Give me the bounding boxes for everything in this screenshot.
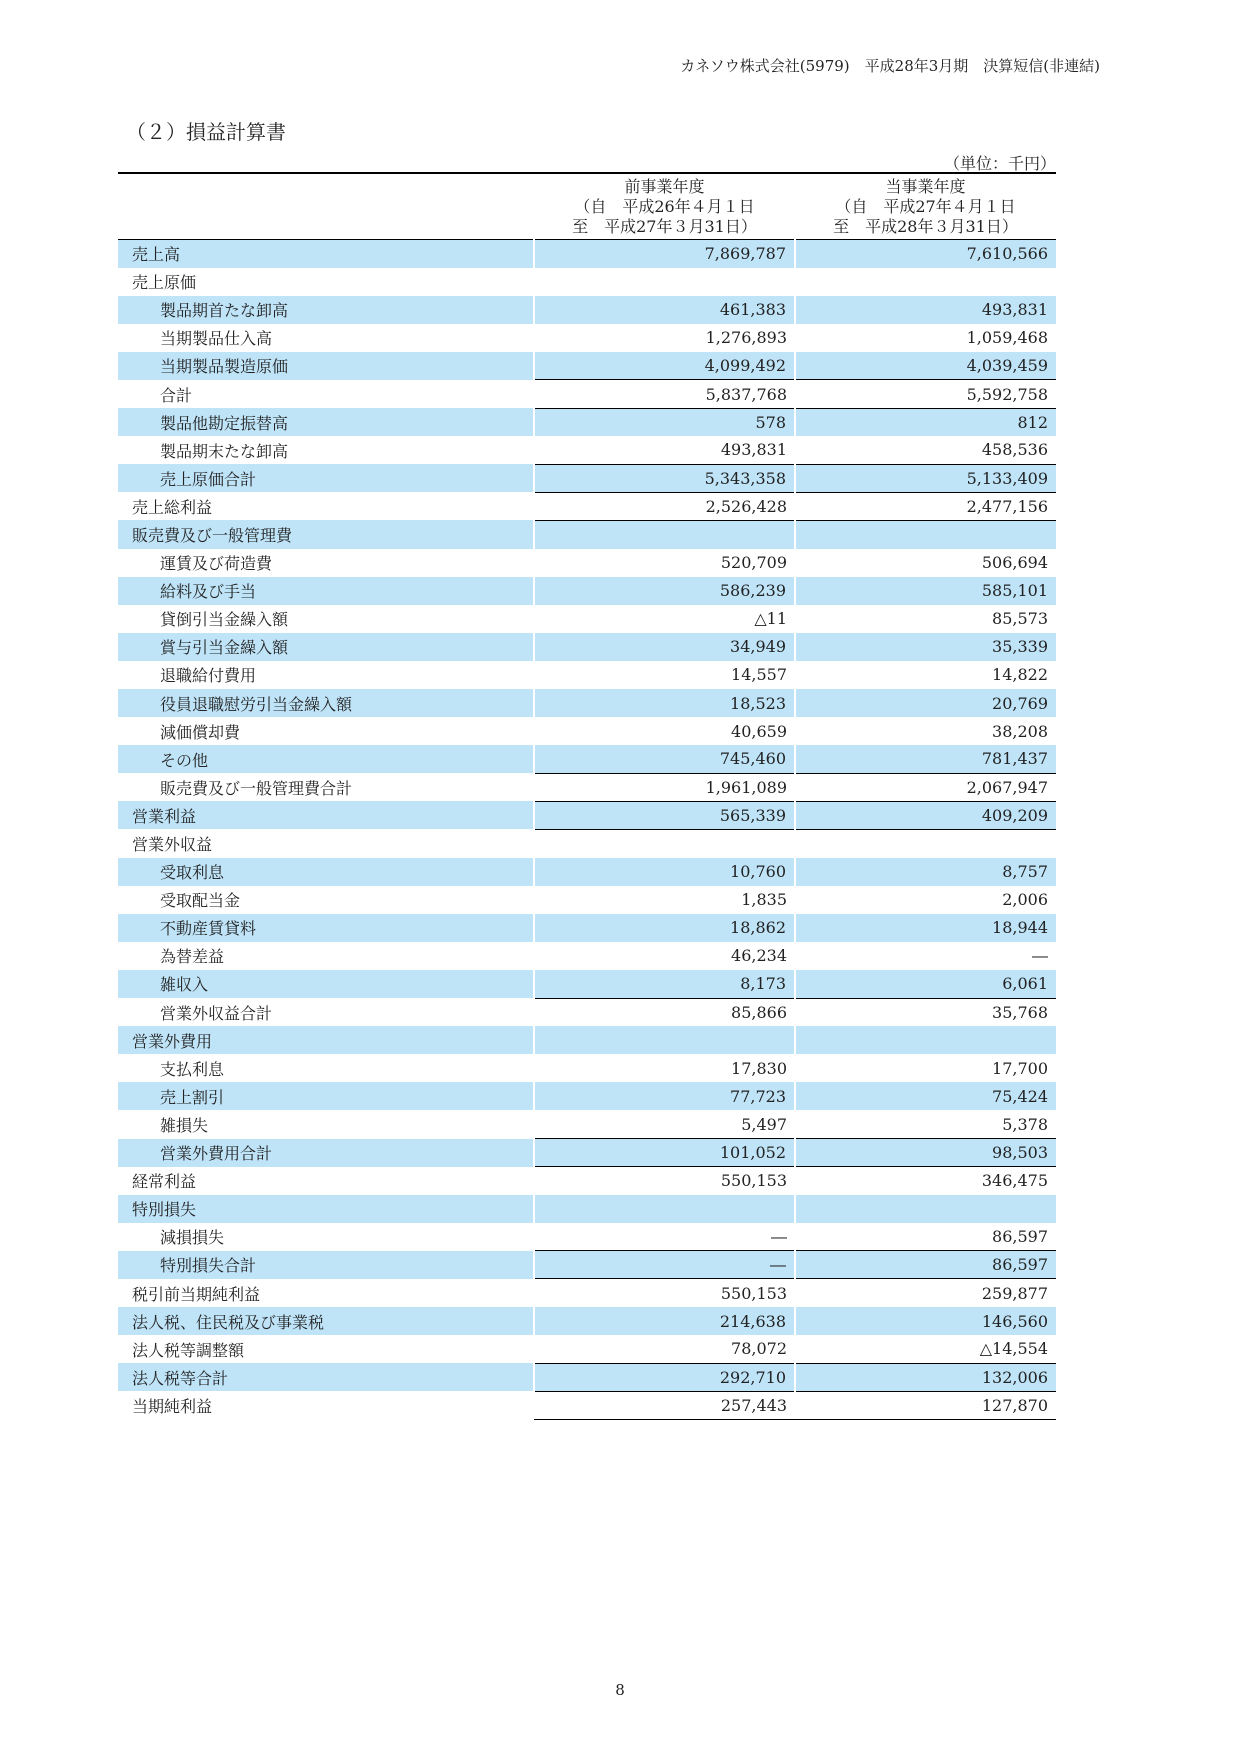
previous-year-value: ― xyxy=(534,1223,795,1251)
row-label: 製品期首たな卸高 xyxy=(118,296,534,324)
table-row xyxy=(118,240,1056,268)
current-year-value: 85,573 xyxy=(992,609,1048,629)
current-year-value: 127,870 xyxy=(795,1391,1056,1419)
table-row xyxy=(118,324,1056,352)
previous-year-value xyxy=(534,520,795,548)
row-label: 売上総利益 xyxy=(132,497,213,517)
current-year-value: 86,597 xyxy=(795,1223,1056,1251)
row-label: 売上高 xyxy=(118,240,534,268)
current-year-value xyxy=(795,1026,1056,1054)
previous-year-value: 18,862 xyxy=(534,914,795,942)
previous-year-value: 40,659 xyxy=(731,721,787,741)
row-label: 支払利息 xyxy=(160,1059,225,1079)
previous-year-value: 586,239 xyxy=(534,577,795,605)
previous-year-header xyxy=(534,173,795,240)
current-year-value xyxy=(795,268,1056,296)
row-label: 営業利益 xyxy=(118,801,534,829)
table-row xyxy=(118,380,1056,408)
current-year-value: 86,597 xyxy=(795,1251,1056,1279)
current-year-value: 132,006 xyxy=(795,1363,1056,1391)
row-label: 販売費及び一般管理費合計 xyxy=(160,778,353,798)
previous-year-value xyxy=(534,1195,795,1223)
current-year-value: 346,475 xyxy=(981,1171,1048,1191)
previous-year-value: 46,234 xyxy=(731,946,787,966)
row-label: 税引前当期純利益 xyxy=(132,1284,261,1304)
previous-year-value: 78,072 xyxy=(534,1335,795,1363)
row-label: 売上割引 xyxy=(118,1082,534,1110)
previous-year-value: 493,831 xyxy=(720,440,787,460)
table-row xyxy=(118,1082,1056,1110)
previous-year-value: 34,949 xyxy=(534,633,795,661)
row-label: 販売費及び一般管理費 xyxy=(118,520,534,548)
row-label: 減損損失 xyxy=(160,1228,225,1248)
current-year-title: 当事業年度 xyxy=(885,177,966,196)
current-year-value: 1,059,468 xyxy=(966,328,1048,348)
table-row xyxy=(118,1307,1056,1335)
current-year-value: 35,768 xyxy=(992,1002,1048,1022)
table-row xyxy=(118,1110,1056,1138)
table-row xyxy=(118,1279,1056,1307)
current-year-value: 458,536 xyxy=(981,440,1048,460)
row-label: 雑収入 xyxy=(118,970,534,998)
previous-year-value: 17,830 xyxy=(731,1058,787,1078)
table-row xyxy=(118,1167,1056,1195)
previous-year-value: 18,523 xyxy=(534,689,795,717)
row-label: 経常利益 xyxy=(132,1172,197,1192)
row-label: 営業外収益合計 xyxy=(160,1003,273,1023)
table-row xyxy=(118,942,1056,970)
current-year-value xyxy=(795,520,1056,548)
table-row xyxy=(118,886,1056,914)
row-label: 当期純利益 xyxy=(132,1396,213,1416)
current-year-header xyxy=(795,173,1056,240)
previous-year-value xyxy=(534,1026,795,1054)
current-year-value: 146,560 xyxy=(795,1307,1056,1335)
current-year-value: 17,700 xyxy=(992,1058,1048,1078)
current-year-value: 8,757 xyxy=(795,858,1056,886)
table-row xyxy=(118,464,1056,492)
previous-year-value: 5,343,358 xyxy=(534,464,795,492)
previous-year-value: 550,153 xyxy=(720,1283,787,1303)
row-label: 特別損失合計 xyxy=(118,1251,534,1279)
table-row xyxy=(118,1139,1056,1167)
row-label: 雑損失 xyxy=(160,1115,209,1135)
table-row xyxy=(118,268,1056,296)
previous-year-value: 1,276,893 xyxy=(705,328,787,348)
current-year-value: 781,437 xyxy=(795,745,1056,773)
row-label: 不動産賃貸料 xyxy=(118,914,534,942)
row-label: 賞与引当金繰入額 xyxy=(118,633,534,661)
row-label: 営業外収益 xyxy=(132,835,213,855)
current-year-value: 493,831 xyxy=(795,296,1056,324)
table-row xyxy=(118,1251,1056,1279)
table-row xyxy=(118,1363,1056,1391)
section-title: （２）損益計算書 xyxy=(126,120,286,144)
unit-label: （単位：千円） xyxy=(943,154,1056,173)
current-year-value: △14,554 xyxy=(795,1335,1056,1363)
previous-year-value: 10,760 xyxy=(534,858,795,886)
previous-year-value: 14,557 xyxy=(731,665,787,685)
current-year-value: 5,592,758 xyxy=(795,380,1056,408)
current-year-value: 5,378 xyxy=(795,1110,1056,1138)
table-row xyxy=(118,745,1056,773)
row-label: 受取利息 xyxy=(118,858,534,886)
previous-year-value: 8,173 xyxy=(534,970,795,998)
current-year-value xyxy=(795,1195,1056,1223)
income-statement-table xyxy=(118,172,1056,1420)
current-year-value: 38,208 xyxy=(992,721,1048,741)
row-label: 退職給付費用 xyxy=(160,666,257,686)
table-row xyxy=(118,1195,1056,1223)
row-label: 製品期末たな卸高 xyxy=(160,441,289,461)
previous-year-value: 7,869,787 xyxy=(534,240,795,268)
current-year-value: 259,877 xyxy=(981,1283,1048,1303)
previous-year-value: 4,099,492 xyxy=(534,352,795,380)
previous-year-value: 745,460 xyxy=(534,745,795,773)
table-row xyxy=(118,577,1056,605)
table-row xyxy=(118,661,1056,689)
previous-year-value: 520,709 xyxy=(720,553,787,573)
previous-year-value: 2,526,428 xyxy=(534,492,795,520)
previous-year-value: 5,497 xyxy=(534,1110,795,1138)
row-label: 製品他勘定振替高 xyxy=(118,408,534,436)
page-number: 8 xyxy=(615,1681,625,1699)
table-row xyxy=(118,436,1056,464)
current-year-value: 2,477,156 xyxy=(795,492,1056,520)
table-row xyxy=(118,549,1056,577)
row-label: 売上原価合計 xyxy=(118,464,534,492)
current-year-value: 98,503 xyxy=(795,1139,1056,1167)
current-year-value: 75,424 xyxy=(795,1082,1056,1110)
table-row xyxy=(118,492,1056,520)
previous-year-value: 292,710 xyxy=(534,1363,795,1391)
current-year-value: ― xyxy=(1032,946,1048,966)
row-label: 法人税、住民税及び事業税 xyxy=(118,1307,534,1335)
current-year-value: 35,339 xyxy=(795,633,1056,661)
table-row xyxy=(118,689,1056,717)
row-label: 受取配当金 xyxy=(160,891,241,911)
table-row xyxy=(118,352,1056,380)
table-row xyxy=(118,408,1056,436)
row-label: 減価償却費 xyxy=(160,722,241,742)
table-row xyxy=(118,1335,1056,1363)
row-label: 法人税等合計 xyxy=(118,1363,534,1391)
previous-year-value: 550,153 xyxy=(720,1171,787,1191)
table-row xyxy=(118,1223,1056,1251)
current-year-value: 18,944 xyxy=(795,914,1056,942)
current-year-to: 至 平成28年３月31日） xyxy=(833,217,1018,236)
table-row xyxy=(118,914,1056,942)
table-row xyxy=(118,1026,1056,1054)
table-row xyxy=(118,998,1056,1026)
previous-year-value: 1,835 xyxy=(741,890,787,910)
row-label: 為替差益 xyxy=(160,947,225,967)
previous-year-value: 214,638 xyxy=(534,1307,795,1335)
previous-year-value: ― xyxy=(534,1251,795,1279)
current-year-value: 506,694 xyxy=(981,553,1048,573)
previous-year-value: 578 xyxy=(534,408,795,436)
row-label: その他 xyxy=(118,745,534,773)
previous-year-value xyxy=(534,829,795,857)
previous-year-value: 5,837,768 xyxy=(534,380,795,408)
previous-year-value: 461,383 xyxy=(534,296,795,324)
table-row xyxy=(118,520,1056,548)
table-row xyxy=(118,773,1056,801)
previous-year-value: 85,866 xyxy=(731,1002,787,1022)
table-row xyxy=(118,1391,1056,1419)
column-header-row xyxy=(118,173,1056,240)
table-row xyxy=(118,633,1056,661)
row-label: 給料及び手当 xyxy=(118,577,534,605)
current-year-value: 2,067,947 xyxy=(795,773,1056,801)
row-label: 営業外費用合計 xyxy=(118,1139,534,1167)
current-year-value: 409,209 xyxy=(795,801,1056,829)
row-label: 貸倒引当金繰入額 xyxy=(160,610,289,630)
row-label: 売上原価 xyxy=(132,273,197,293)
table-row xyxy=(118,296,1056,324)
current-year-value: 585,101 xyxy=(795,577,1056,605)
current-year-value: 2,006 xyxy=(1002,890,1048,910)
current-year-value: 6,061 xyxy=(795,970,1056,998)
row-label: 当期製品製造原価 xyxy=(118,352,534,380)
label-column-header xyxy=(118,173,534,240)
current-year-value xyxy=(795,829,1056,857)
row-label: 合計 xyxy=(160,385,193,405)
previous-year-value: 1,961,089 xyxy=(534,773,795,801)
previous-year-to: 至 平成27年３月31日） xyxy=(572,217,757,236)
previous-year-value: △11 xyxy=(754,609,787,629)
current-year-value: 5,133,409 xyxy=(795,464,1056,492)
row-label: 特別損失 xyxy=(118,1195,534,1223)
previous-year-value: 565,339 xyxy=(534,801,795,829)
current-year-from: （自 平成27年４月１日 xyxy=(835,197,1016,216)
row-label: 役員退職慰労引当金繰入額 xyxy=(118,689,534,717)
row-label: 当期製品仕入高 xyxy=(160,329,273,349)
row-label: 法人税等調整額 xyxy=(132,1340,245,1360)
previous-year-value: 77,723 xyxy=(534,1082,795,1110)
table-row xyxy=(118,717,1056,745)
previous-year-title: 前事業年度 xyxy=(624,177,705,196)
current-year-value: 4,039,459 xyxy=(795,352,1056,380)
table-row xyxy=(118,858,1056,886)
previous-year-value: 101,052 xyxy=(534,1139,795,1167)
table-row xyxy=(118,829,1056,857)
table-row xyxy=(118,605,1056,633)
current-year-value: 20,769 xyxy=(795,689,1056,717)
table-row xyxy=(118,1054,1056,1082)
previous-year-from: （自 平成26年４月１日 xyxy=(574,197,755,216)
current-year-value: 7,610,566 xyxy=(795,240,1056,268)
row-label: 営業外費用 xyxy=(118,1026,534,1054)
table-row xyxy=(118,801,1056,829)
table-row xyxy=(118,970,1056,998)
previous-year-value: 257,443 xyxy=(534,1391,795,1419)
row-label: 運賃及び荷造費 xyxy=(160,554,273,574)
document-header: カネソウ株式会社(5979) 平成28年3月期 決算短信(非連結) xyxy=(680,57,1100,75)
current-year-value: 14,822 xyxy=(992,665,1048,685)
current-year-value: 812 xyxy=(795,408,1056,436)
previous-year-value xyxy=(534,268,795,296)
